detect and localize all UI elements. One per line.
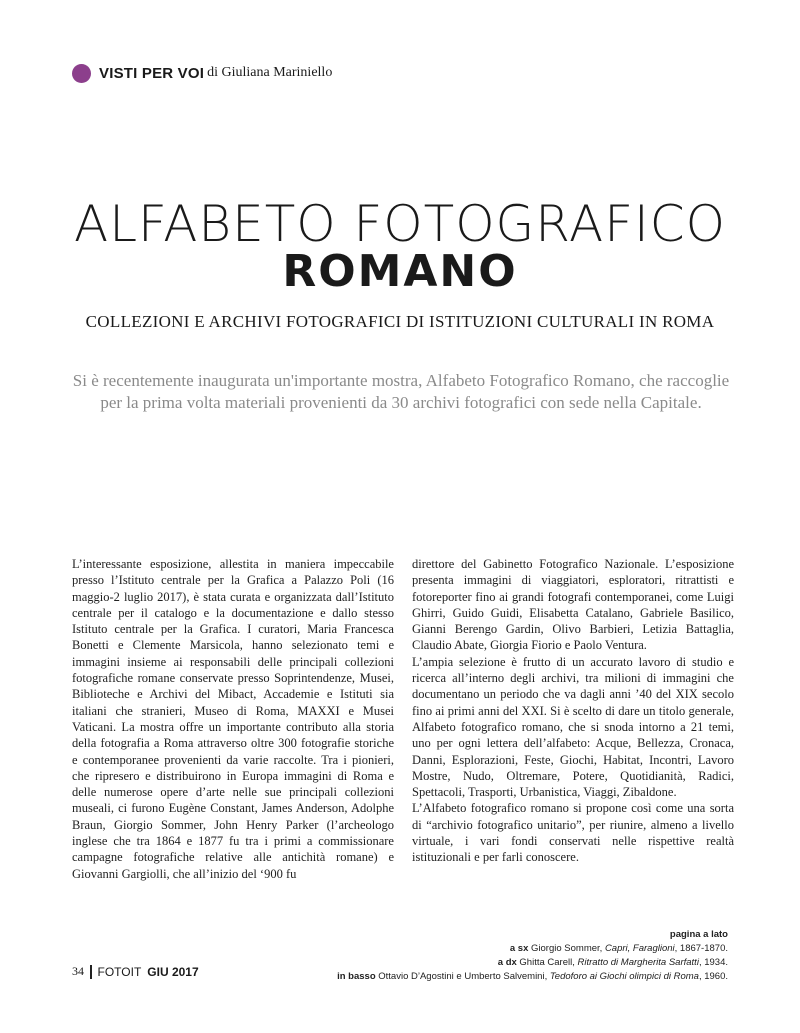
caption-tail: , 1934. (698, 957, 728, 968)
lead-paragraph (56, 370, 746, 414)
section-name: VISTI PER VOI (99, 64, 205, 82)
section-dot (72, 64, 91, 83)
lead-line-2: per la prima volta materiali provenienti da 30 archivi fotografici con sede nella Capitale. (100, 393, 702, 412)
caption-line (308, 956, 728, 970)
caption-key: a sx (509, 943, 529, 954)
caption-line (308, 942, 728, 956)
footer-divider (90, 965, 92, 979)
body-column-left (72, 556, 394, 882)
caption-line (308, 970, 728, 984)
caption-title: Ritratto di Margherita Sarfatti (577, 957, 699, 968)
title-line-2: ROMANO (282, 246, 518, 297)
caption-title: Tedoforo ai Giochi olimpici di Roma (549, 971, 699, 982)
section-header (72, 62, 332, 84)
caption-tail: , 1960. (698, 971, 728, 982)
caption-text: Ottavio D’Agostini e Umberto Salvemini, (378, 971, 550, 982)
lead-line-1: Si è recentemente inaugurata un'importante mostra, Alfabeto Fotografico Romano, che raccoglie (72, 371, 730, 390)
body-paragraph: direttore del Gabinetto Fotografico Nazionale. L’esposizione presenta immagini di viaggiatori, esploratori, ritrattisti e fotoreporter fino ai grandi fotografi contemporanei, come Luigi Ghirri, Guido Guidi, Elisabetta Catalano, Gabriele Basilico, Gianni Berengo Gardin, Olivo Barbieri, Letizia Battaglia, Claudio Abate, Giorgia Fiorio e Paolo Ventura. (412, 557, 734, 653)
caption-text: Ghitta Carell, (519, 957, 578, 968)
caption-key: in basso (337, 971, 376, 982)
byline: di Giuliana Mariniello (207, 65, 333, 80)
photo-captions (308, 928, 728, 984)
caption-title: Capri, Faraglioni (604, 943, 675, 954)
title-line-1: ALFABETO FOTOGRAFICO (73, 195, 726, 253)
caption-key: a dx (497, 957, 517, 968)
subtitle: COLLEZIONI E ARCHIVI FOTOGRAFICI DI ISTITUZIONI CULTURALI IN ROMA (85, 312, 715, 331)
body-paragraph: L’Alfabeto fotografico romano si propone così come una sorta di “archivio fotografico unitario”, per riunire, almeno a livello virtuale, i vari fondi conservati nelle rispettive realtà istituzionali e per farli conoscere. (412, 801, 734, 865)
caption-text: Giorgio Sommer, (531, 943, 605, 954)
page-footer (72, 964, 199, 979)
body-paragraph: L’interessante esposizione, allestita in maniera impeccabile presso l’Istituto centrale per la Grafica a Palazzo Poli (16 maggio-2 luglio 2017), è stata curata e organizzata dall’Istituto centrale per il catalogo e la documentazione e dallo stesso Istituto centrale per la Grafica. I curatori, Maria Francesca Bonetti e Clemente Marsicola, hanno selezionato temi e immagini insieme ai responsabili delle principali collezioni fotografiche romane conservate presso Soprintendenze, Musei, Biblioteche e Archivi del Mibact, Accademie e Istituti sia italiani che stranieri, Museo di Roma, MAXXI e Musei Vaticani. La mostra offre un importante contributo alla storia della fotografia a Roma attraverso oltre 300 fotografie storiche e contemporanee provenienti da varie raccolte. Tra i pionieri, che ripresero e distribuirono in Europa immagini di Roma e delle numerose opere d’arte nelle sue principali collezioni museali, ci furono Eugène Constant, James Anderson, Adolphe Braun, Giorgio Sommer, John Henry Parker (l’archeologo inglese che tra 1864 e 1877 fu tra i primi a commissionare campagne fotografiche relative alle antichità romane) e Giovanni Gargiolli, che all’inizio del ‘900 fu (72, 557, 394, 881)
issue-date: GIU 2017 (147, 964, 199, 979)
body-column-right (412, 556, 734, 866)
caption-heading: pagina a lato (669, 929, 728, 940)
page-number: 34 (72, 964, 84, 978)
body-paragraph: L’ampia selezione è frutto di un accurato lavoro di studio e ricerca all’interno degli archivi, tra milioni di immagini che documentano un periodo che va dagli anni ’40 del XIX secolo fino ai primi anni del XXI. Si è scelto di dare un titolo generale, Alfabeto fotografico romano, che si snoda intorno a 21 temi, uno per ogni lettera dell’alfabeto: Acque, Bellezza, Cronaca, Danni, Esplorazioni, Feste, Giochi, Habitat, Incontri, Lavoro Mostre, Nudo, Oltremare, Potere, Quotidianità, Radici, Spettacoli, Trasporti, Urbanistica, Viaggi, Zibaldone. (412, 654, 734, 800)
magazine-name: FOTOIT (97, 964, 142, 979)
caption-tail: , 1867-1870. (674, 943, 728, 954)
